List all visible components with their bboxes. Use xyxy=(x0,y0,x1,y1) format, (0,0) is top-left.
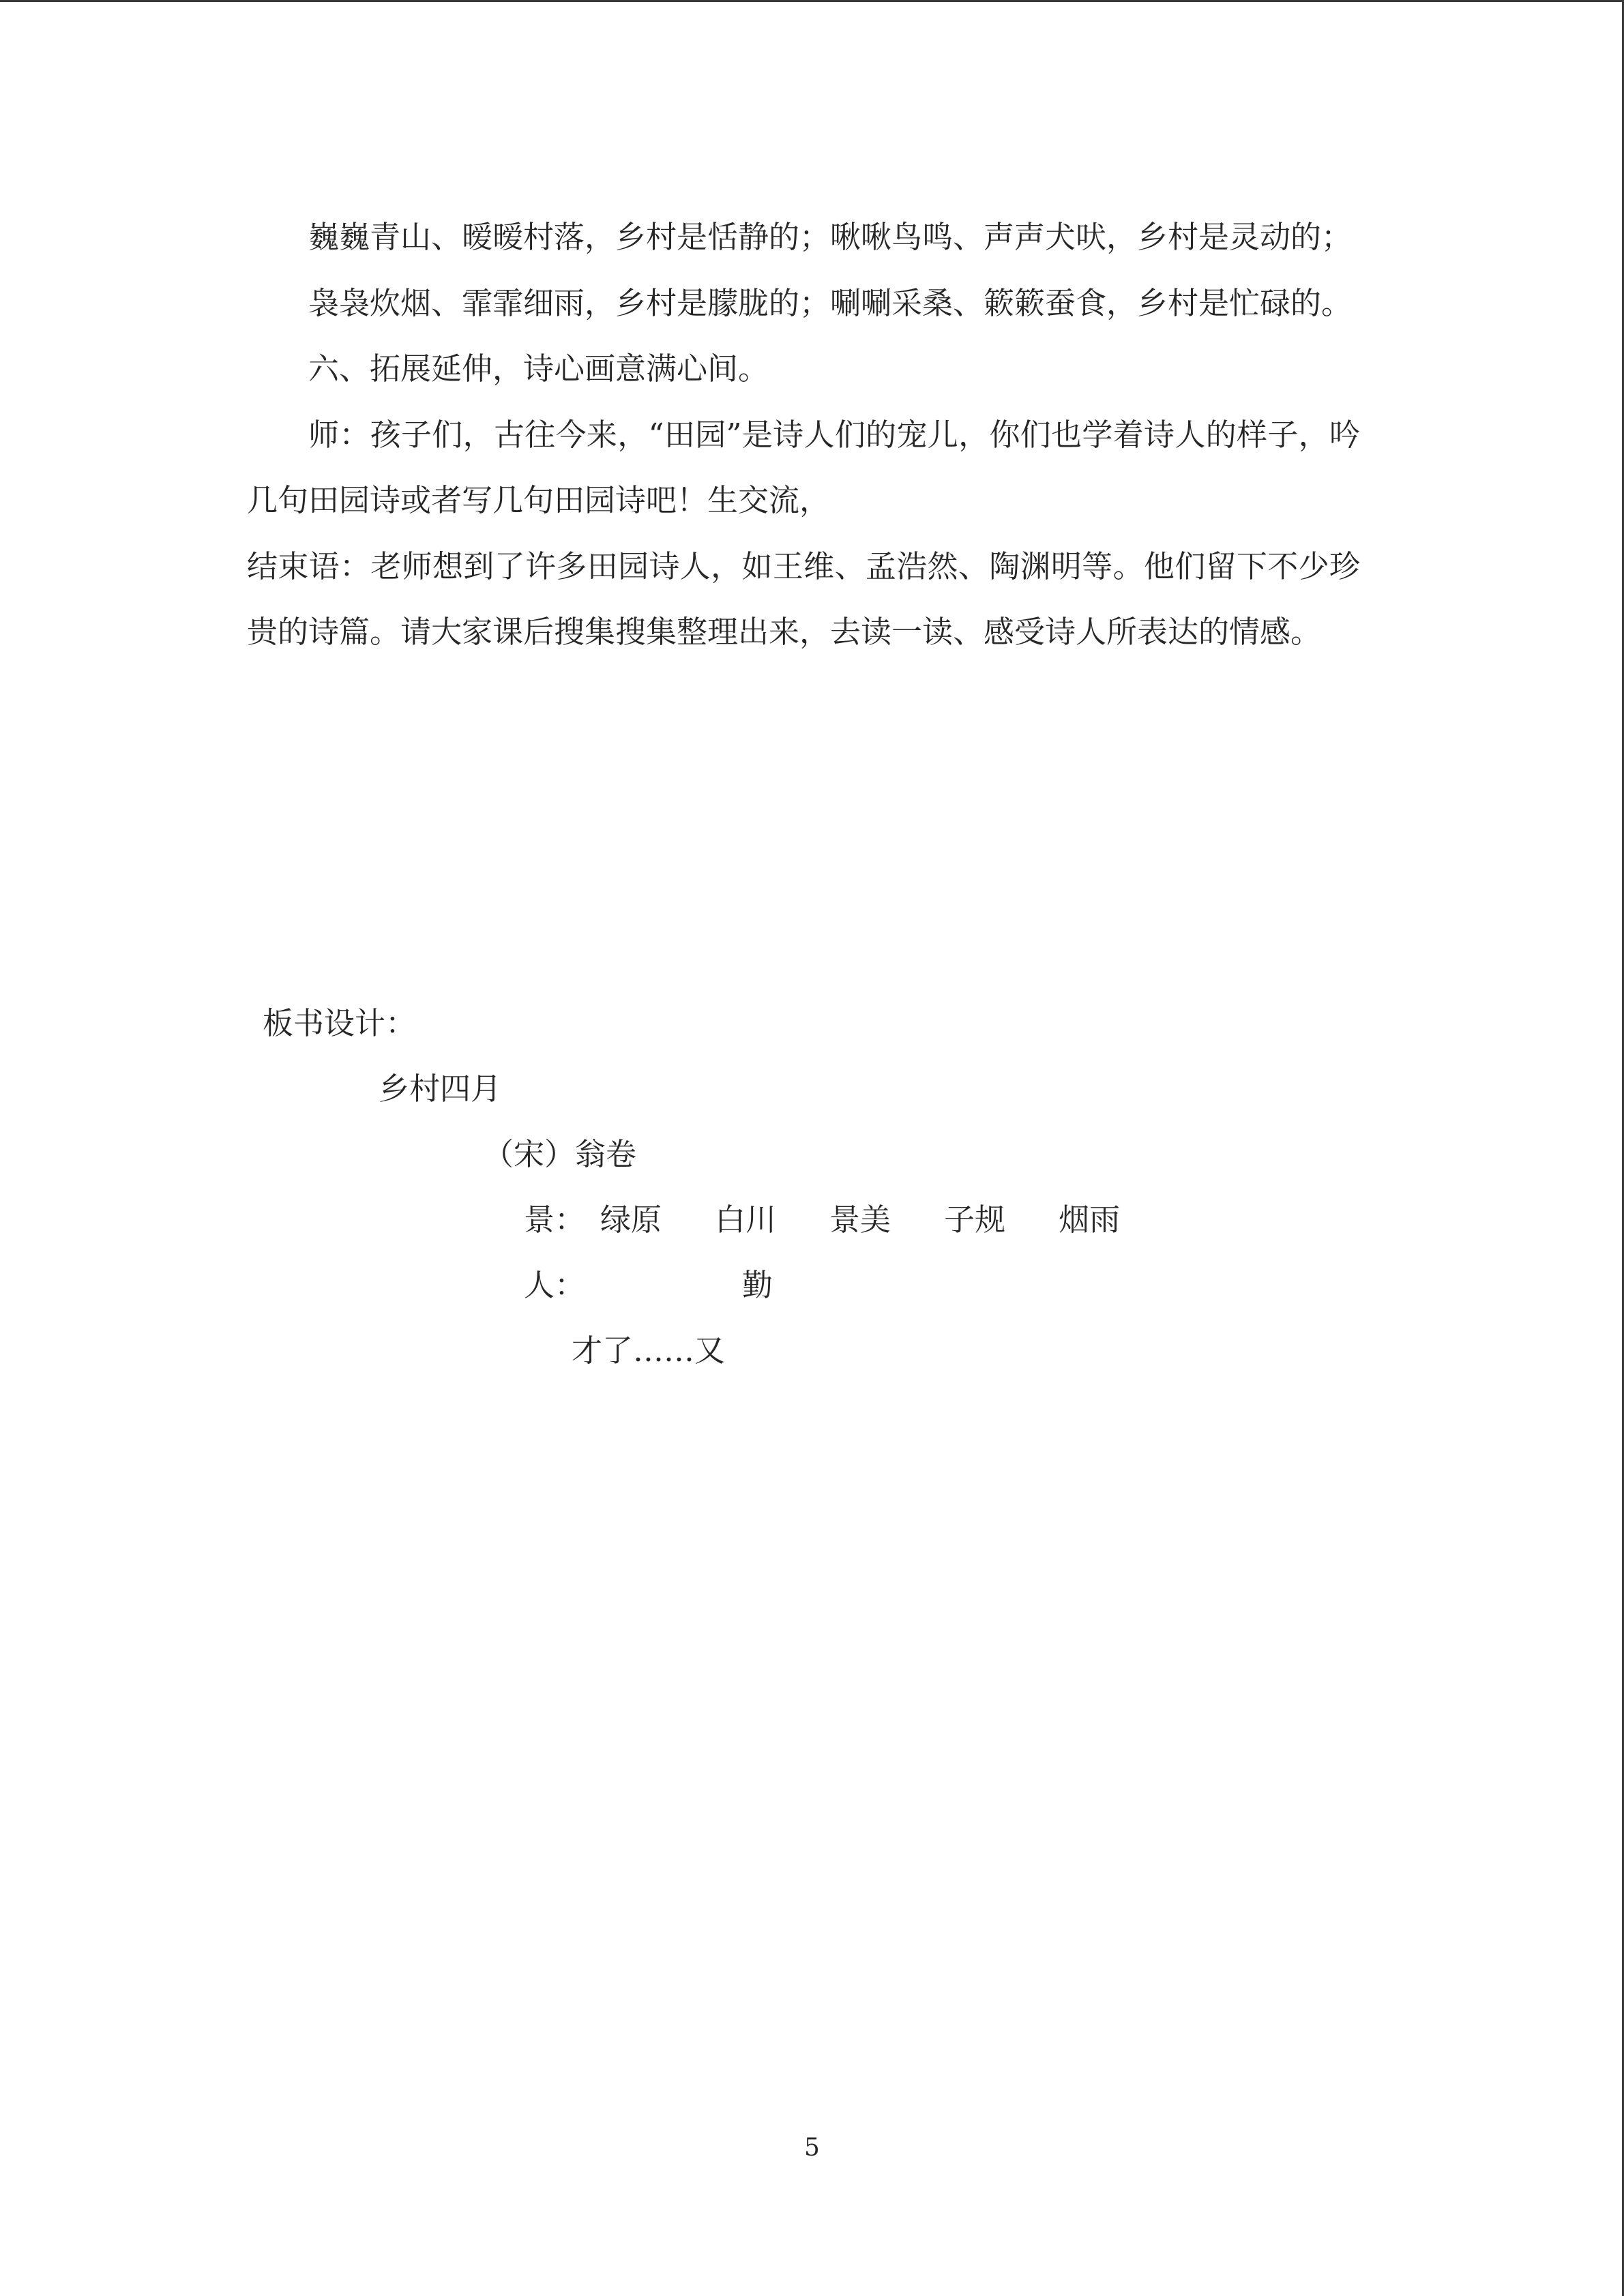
paragraph-closing-remarks: 结束语：老师想到了许多田园诗人，如王维、孟浩然、陶渊明等。他们留下不少珍贵的诗篇。请大家课后搜集搜集整理出来，去读一读、感受诗人所表达的情感。 xyxy=(247,548,1360,650)
paragraph-scenery-1: 巍巍青山、暧暧村落，乡村是恬静的；啾啾鸟鸣、声声犬吠，乡村是灵动的； xyxy=(308,219,1353,255)
board-poem-title: 乡村四月 xyxy=(379,1071,502,1107)
board-connective: 才了……又 xyxy=(572,1332,726,1369)
board-people-row xyxy=(524,1253,773,1318)
board-scene-label: 景： xyxy=(524,1202,586,1238)
board-scene-item: 景美 xyxy=(829,1202,891,1238)
board-people-label: 人： xyxy=(524,1267,586,1303)
section-heading-extension: 六、拓展延伸，诗心画意满心间。 xyxy=(308,351,769,387)
board-scene-item: 绿原 xyxy=(600,1202,662,1238)
paragraph-scenery-2: 袅袅炊烟、霏霏细雨，乡村是朦胧的；唰唰采桑、簌簌蚕食，乡村是忙碌的。 xyxy=(308,284,1353,321)
board-scene-item: 白川 xyxy=(715,1202,777,1238)
lesson-body-text xyxy=(247,205,1360,666)
board-poem-author: （宋）翁卷 xyxy=(483,1136,637,1172)
board-scene-item: 子规 xyxy=(944,1202,1006,1238)
board-design-heading: 板书设计： xyxy=(263,1005,417,1041)
page-number: 5 xyxy=(804,2134,820,2162)
board-scene-row xyxy=(524,1187,1120,1253)
page-top-border xyxy=(0,0,1624,2)
board-scene-item: 烟雨 xyxy=(1059,1202,1121,1238)
paragraph-teacher-prompt: 师：孩子们，古往今来，“田园”是诗人们的宠儿，你们也学着诗人的样子，吟几句田园诗或者写几句田园诗吧！生交流， xyxy=(247,416,1360,518)
board-people-word: 勤 xyxy=(742,1267,773,1303)
